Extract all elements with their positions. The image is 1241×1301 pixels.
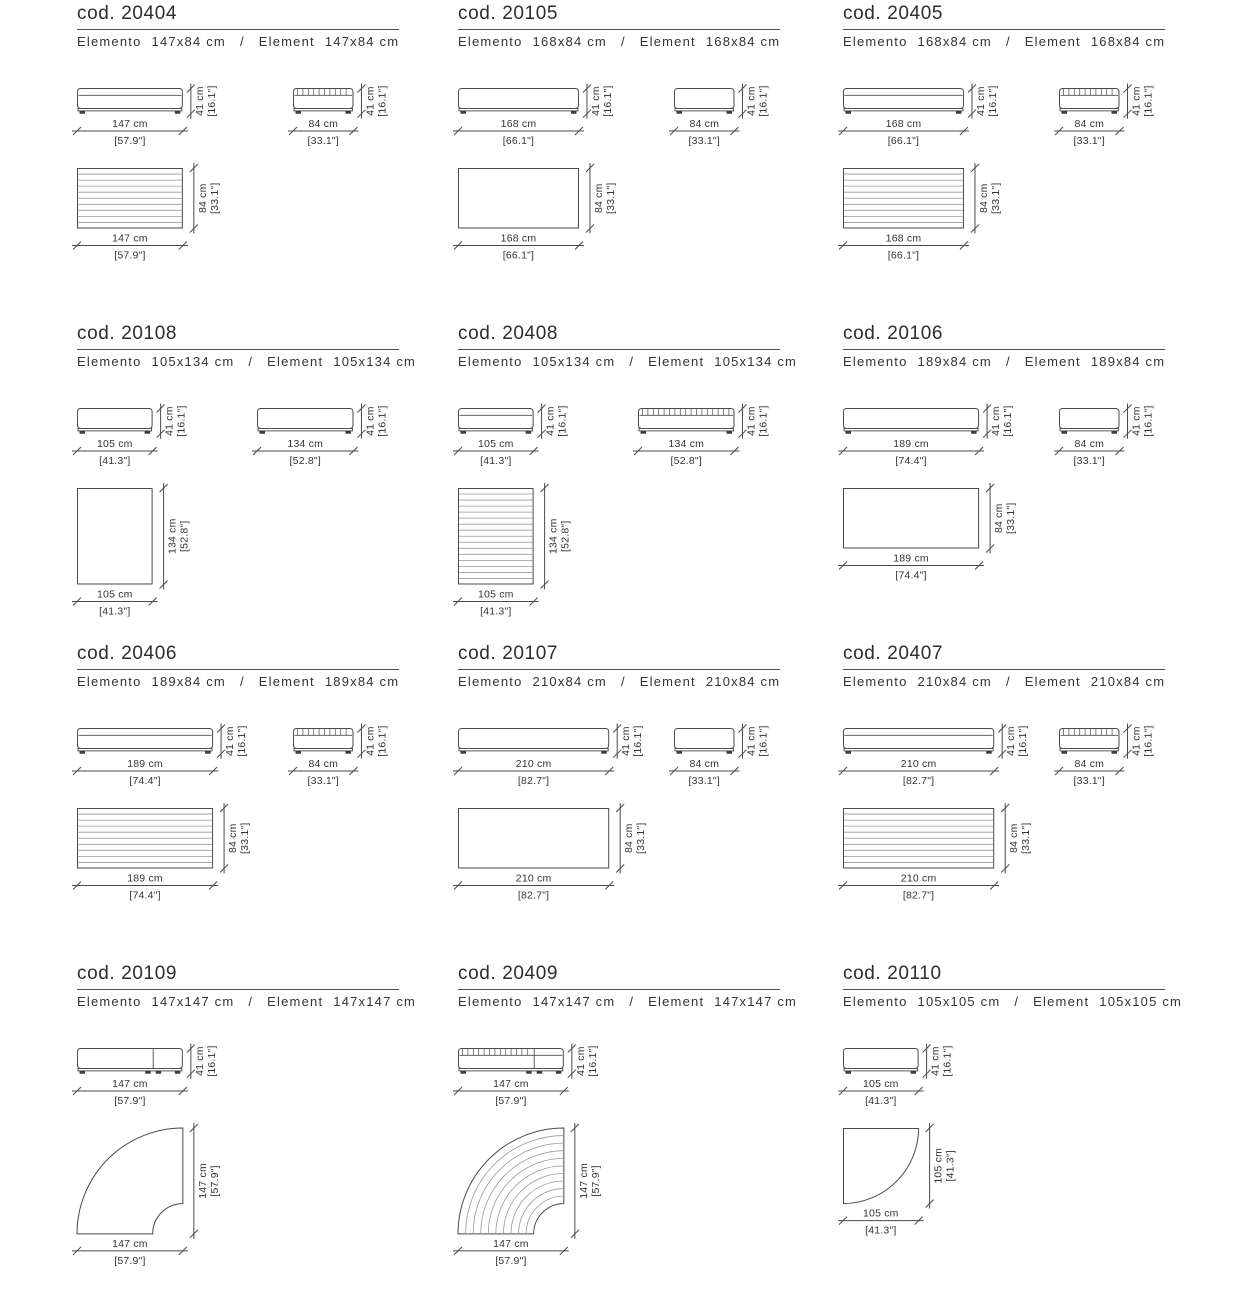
- svg-text:[16.1"]: [16.1"]: [236, 725, 249, 757]
- element-size-en: 105x134 cm: [333, 354, 417, 369]
- technical-views: [843, 726, 1165, 962]
- front-view-drawing: [77, 726, 260, 798]
- technical-views: [77, 726, 399, 962]
- element-size-en: 210x84 cm: [1090, 674, 1166, 689]
- spec-cell: [843, 962, 1222, 1282]
- title-rule: [77, 989, 399, 990]
- element-size-it: 147x84 cm: [151, 34, 226, 49]
- product-subtitle: [458, 34, 843, 49]
- svg-text:105 cm: 105 cm: [96, 588, 133, 601]
- spec-cell: [843, 2, 1222, 322]
- top-view-drawing: [843, 808, 1043, 905]
- svg-text:41 cm: 41 cm: [1005, 726, 1018, 756]
- title-rule: [843, 669, 1165, 670]
- spec-cell: [458, 2, 843, 322]
- top-view-drawing: [458, 168, 627, 265]
- svg-text:[41.3"]: [41.3"]: [944, 1150, 957, 1182]
- product-subtitle: [458, 674, 843, 689]
- svg-text:105 cm: 105 cm: [862, 1207, 899, 1220]
- svg-text:[16.1"]: [16.1"]: [1141, 405, 1154, 437]
- subtitle-divider: /: [248, 994, 254, 1009]
- svg-text:41 cm: 41 cm: [1129, 726, 1142, 756]
- element-label-it: Elemento: [843, 354, 908, 369]
- svg-text:[57.9"]: [57.9"]: [589, 1165, 602, 1197]
- top-view-drawing: [458, 1128, 612, 1270]
- svg-text:41 cm: 41 cm: [589, 86, 602, 116]
- svg-text:105 cm: 105 cm: [96, 438, 133, 450]
- element-label-it: Elemento: [458, 354, 523, 369]
- product-subtitle: [843, 34, 1222, 49]
- title-rule: [77, 349, 399, 350]
- product-subtitle: [843, 354, 1222, 369]
- svg-text:[57.9"]: [57.9"]: [114, 135, 146, 147]
- spec-cell: [843, 322, 1222, 642]
- front-view-drawing: [843, 86, 1010, 158]
- svg-text:[33.1"]: [33.1"]: [239, 822, 252, 854]
- spec-cell: [77, 962, 458, 1282]
- svg-text:[16.1"]: [16.1"]: [375, 85, 388, 117]
- title-rule: [843, 29, 1165, 30]
- product-subtitle: [458, 994, 843, 1009]
- svg-text:41 cm: 41 cm: [544, 406, 557, 436]
- title-rule: [458, 29, 780, 30]
- subtitle-divider: /: [1005, 354, 1011, 369]
- element-label-en: Element: [648, 354, 705, 369]
- side-view-drawing: [674, 86, 781, 158]
- front-view-drawing: [843, 726, 1041, 798]
- subtitle-divider: /: [620, 34, 626, 49]
- product-code: cod. 20409: [458, 963, 559, 984]
- product-code: cod. 20105: [458, 3, 559, 24]
- side-view-drawing: [1059, 86, 1166, 158]
- technical-views: [458, 1046, 780, 1282]
- element-size-en: 189x84 cm: [1090, 354, 1166, 369]
- svg-text:[33.1"]: [33.1"]: [307, 775, 339, 787]
- svg-text:[16.1"]: [16.1"]: [375, 405, 388, 437]
- svg-text:147 cm: 147 cm: [196, 1163, 209, 1199]
- svg-text:41 cm: 41 cm: [163, 406, 176, 436]
- side-view-drawing: [1059, 406, 1166, 478]
- svg-text:84 cm: 84 cm: [307, 758, 338, 770]
- element-size-it: 105x105 cm: [917, 994, 1001, 1009]
- element-size-en: 147x147 cm: [714, 994, 798, 1009]
- svg-text:41 cm: 41 cm: [990, 406, 1003, 436]
- element-label-en: Element: [1024, 674, 1081, 689]
- spec-cell: [458, 322, 843, 642]
- svg-text:105 cm: 105 cm: [477, 588, 514, 601]
- svg-text:[16.1"]: [16.1"]: [756, 85, 769, 117]
- spec-cell: [77, 642, 458, 962]
- svg-text:[57.9"]: [57.9"]: [114, 1254, 146, 1267]
- element-label-it: Elemento: [77, 674, 142, 689]
- side-view-drawing: [293, 726, 400, 798]
- svg-text:41 cm: 41 cm: [929, 1046, 942, 1076]
- svg-text:41 cm: 41 cm: [744, 406, 757, 436]
- element-size-it: 147x147 cm: [532, 994, 616, 1009]
- svg-text:[74.4"]: [74.4"]: [129, 775, 161, 787]
- top-view-drawing: [458, 488, 582, 621]
- svg-text:41 cm: 41 cm: [193, 1046, 206, 1076]
- top-view-drawing: [77, 1128, 231, 1270]
- svg-text:[66.1"]: [66.1"]: [887, 249, 920, 262]
- svg-text:84 cm: 84 cm: [1073, 118, 1104, 130]
- svg-text:[82.7"]: [82.7"]: [517, 775, 550, 787]
- element-label-en: Element: [258, 34, 315, 49]
- product-code: cod. 20408: [458, 323, 559, 344]
- front-view-drawing: [843, 406, 1026, 478]
- svg-text:[57.9"]: [57.9"]: [114, 1095, 146, 1107]
- title-rule: [458, 669, 780, 670]
- element-label-it: Elemento: [77, 354, 142, 369]
- element-label-it: Elemento: [843, 994, 908, 1009]
- svg-text:147 cm: 147 cm: [493, 1078, 529, 1090]
- spec-cell: [458, 642, 843, 962]
- svg-text:[57.9"]: [57.9"]: [208, 1165, 221, 1197]
- svg-text:189 cm: 189 cm: [127, 872, 163, 885]
- product-code: cod. 20405: [843, 3, 944, 24]
- svg-text:[16.1"]: [16.1"]: [941, 1045, 954, 1077]
- side-view-drawing: [293, 86, 400, 158]
- title-rule: [843, 349, 1165, 350]
- element-label-en: Element: [639, 674, 696, 689]
- svg-text:147 cm: 147 cm: [112, 1078, 148, 1090]
- subtitle-divider: /: [1005, 674, 1011, 689]
- svg-text:[16.1"]: [16.1"]: [205, 85, 218, 117]
- svg-text:[16.1"]: [16.1"]: [1141, 725, 1154, 757]
- title-rule: [458, 989, 780, 990]
- svg-text:[41.3"]: [41.3"]: [99, 605, 131, 618]
- top-view-drawing: [843, 1128, 967, 1240]
- element-size-it: 168x84 cm: [532, 34, 607, 49]
- svg-text:147 cm: 147 cm: [577, 1163, 590, 1199]
- spec-grid: [77, 2, 1241, 1282]
- subtitle-divider: /: [620, 674, 626, 689]
- element-size-en: 189x84 cm: [324, 674, 400, 689]
- svg-text:[74.4"]: [74.4"]: [895, 455, 927, 467]
- svg-text:41 cm: 41 cm: [363, 406, 376, 436]
- element-size-en: 105x105 cm: [1099, 994, 1183, 1009]
- svg-text:[82.7"]: [82.7"]: [902, 889, 935, 902]
- svg-text:[74.4"]: [74.4"]: [895, 569, 927, 582]
- svg-text:134 cm: 134 cm: [667, 438, 704, 450]
- svg-text:41 cm: 41 cm: [363, 86, 376, 116]
- product-subtitle: [458, 354, 843, 369]
- svg-text:[66.1"]: [66.1"]: [502, 135, 535, 147]
- svg-text:84 cm: 84 cm: [1073, 758, 1104, 770]
- svg-text:147 cm: 147 cm: [112, 1237, 148, 1250]
- svg-text:189 cm: 189 cm: [893, 552, 929, 565]
- svg-text:[33.1"]: [33.1"]: [1005, 502, 1018, 534]
- side-view-drawing: [1059, 726, 1166, 798]
- element-size-it: 105x134 cm: [151, 354, 235, 369]
- front-view-drawing: [77, 406, 199, 478]
- product-subtitle: [843, 674, 1222, 689]
- svg-text:[82.7"]: [82.7"]: [517, 889, 550, 902]
- svg-text:[41.3"]: [41.3"]: [480, 605, 512, 618]
- svg-text:84 cm: 84 cm: [227, 823, 240, 854]
- svg-text:41 cm: 41 cm: [744, 726, 757, 756]
- svg-text:[33.1"]: [33.1"]: [635, 822, 648, 854]
- svg-text:84 cm: 84 cm: [592, 183, 605, 214]
- element-label-en: Element: [267, 994, 324, 1009]
- element-size-en: 168x84 cm: [1090, 34, 1166, 49]
- side-view-drawing: [638, 406, 781, 478]
- svg-text:[16.1"]: [16.1"]: [1017, 725, 1030, 757]
- svg-text:[16.1"]: [16.1"]: [1141, 85, 1154, 117]
- element-size-it: 105x134 cm: [532, 354, 616, 369]
- svg-text:41 cm: 41 cm: [1129, 406, 1142, 436]
- technical-views: [458, 406, 780, 642]
- svg-text:105 cm: 105 cm: [932, 1147, 945, 1184]
- svg-text:[74.4"]: [74.4"]: [129, 889, 161, 902]
- svg-text:168 cm: 168 cm: [885, 232, 922, 245]
- svg-text:[16.1"]: [16.1"]: [556, 405, 569, 437]
- top-view-drawing: [77, 168, 231, 265]
- svg-text:210 cm: 210 cm: [515, 758, 552, 770]
- svg-text:[33.1"]: [33.1"]: [989, 182, 1002, 214]
- product-code: cod. 20407: [843, 643, 944, 664]
- top-view-drawing: [843, 488, 1028, 585]
- subtitle-divider: /: [248, 354, 254, 369]
- svg-text:[41.3"]: [41.3"]: [99, 455, 131, 467]
- element-label-en: Element: [648, 994, 705, 1009]
- svg-text:41 cm: 41 cm: [574, 1046, 587, 1076]
- front-view-drawing: [458, 406, 580, 478]
- svg-text:[41.3"]: [41.3"]: [865, 1095, 897, 1107]
- svg-text:[52.8"]: [52.8"]: [559, 520, 572, 552]
- svg-text:41 cm: 41 cm: [193, 86, 206, 116]
- svg-text:84 cm: 84 cm: [977, 183, 990, 214]
- svg-text:[33.1"]: [33.1"]: [688, 135, 720, 147]
- element-label-it: Elemento: [843, 674, 908, 689]
- side-view-drawing: [674, 726, 781, 798]
- element-label-en: Element: [639, 34, 696, 49]
- technical-views: [843, 1046, 1165, 1282]
- front-view-drawing: [77, 86, 229, 158]
- svg-text:134 cm: 134 cm: [547, 518, 560, 555]
- svg-text:84 cm: 84 cm: [688, 118, 719, 130]
- svg-text:[33.1"]: [33.1"]: [307, 135, 339, 147]
- svg-text:[16.1"]: [16.1"]: [586, 1045, 599, 1077]
- element-size-en: 105x134 cm: [714, 354, 798, 369]
- svg-text:168 cm: 168 cm: [500, 118, 537, 130]
- element-label-it: Elemento: [843, 34, 908, 49]
- subtitle-divider: /: [239, 674, 245, 689]
- top-view-drawing: [458, 808, 658, 905]
- front-view-drawing: [458, 726, 656, 798]
- technical-views: [77, 1046, 399, 1282]
- technical-views: [843, 86, 1165, 322]
- svg-text:[16.1"]: [16.1"]: [1002, 405, 1015, 437]
- product-subtitle: [77, 354, 458, 369]
- front-view-drawing: [458, 1046, 610, 1118]
- svg-text:84 cm: 84 cm: [1073, 438, 1104, 450]
- product-code: cod. 20406: [77, 643, 178, 664]
- svg-text:[57.9"]: [57.9"]: [495, 1095, 527, 1107]
- svg-text:[33.1"]: [33.1"]: [208, 182, 221, 214]
- subtitle-divider: /: [629, 994, 635, 1009]
- svg-text:[52.8"]: [52.8"]: [289, 455, 321, 467]
- title-rule: [843, 989, 1165, 990]
- svg-text:41 cm: 41 cm: [744, 86, 757, 116]
- svg-text:[52.8"]: [52.8"]: [670, 455, 702, 467]
- svg-text:[33.1"]: [33.1"]: [1020, 822, 1033, 854]
- svg-text:[16.1"]: [16.1"]: [375, 725, 388, 757]
- front-view-drawing: [843, 1046, 965, 1118]
- subtitle-divider: /: [1014, 994, 1020, 1009]
- element-size-en: 210x84 cm: [705, 674, 781, 689]
- svg-text:[16.1"]: [16.1"]: [601, 85, 614, 117]
- element-size-it: 210x84 cm: [532, 674, 607, 689]
- svg-text:[33.1"]: [33.1"]: [604, 182, 617, 214]
- product-code: cod. 20109: [77, 963, 178, 984]
- svg-text:134 cm: 134 cm: [286, 438, 323, 450]
- element-label-en: Element: [267, 354, 324, 369]
- svg-text:[82.7"]: [82.7"]: [902, 775, 935, 787]
- spec-cell: [458, 962, 843, 1282]
- element-label-en: Element: [1033, 994, 1090, 1009]
- svg-text:[33.1"]: [33.1"]: [1073, 135, 1105, 147]
- product-code: cod. 20106: [843, 323, 944, 344]
- svg-text:[52.8"]: [52.8"]: [178, 520, 191, 552]
- svg-text:105 cm: 105 cm: [862, 1078, 899, 1090]
- spec-cell: [843, 642, 1222, 962]
- subtitle-divider: /: [1005, 34, 1011, 49]
- title-rule: [77, 29, 399, 30]
- svg-text:84 cm: 84 cm: [307, 118, 338, 130]
- svg-text:84 cm: 84 cm: [623, 823, 636, 854]
- svg-text:[66.1"]: [66.1"]: [502, 249, 535, 262]
- svg-text:[57.9"]: [57.9"]: [495, 1254, 527, 1267]
- element-label-en: Element: [1024, 354, 1081, 369]
- element-label-it: Elemento: [458, 994, 523, 1009]
- svg-text:147 cm: 147 cm: [112, 118, 148, 130]
- svg-text:84 cm: 84 cm: [993, 503, 1006, 534]
- svg-text:41 cm: 41 cm: [363, 726, 376, 756]
- svg-text:41 cm: 41 cm: [974, 86, 987, 116]
- top-view-drawing: [77, 488, 201, 621]
- svg-text:105 cm: 105 cm: [477, 438, 514, 450]
- product-code: cod. 20107: [458, 643, 559, 664]
- svg-text:210 cm: 210 cm: [900, 758, 937, 770]
- svg-text:189 cm: 189 cm: [893, 438, 929, 450]
- product-subtitle: [77, 994, 458, 1009]
- svg-text:41 cm: 41 cm: [1129, 86, 1142, 116]
- svg-text:134 cm: 134 cm: [166, 518, 179, 555]
- element-label-it: Elemento: [458, 34, 523, 49]
- product-code: cod. 20108: [77, 323, 178, 344]
- title-rule: [458, 349, 780, 350]
- product-subtitle: [77, 34, 458, 49]
- element-size-en: 168x84 cm: [705, 34, 781, 49]
- front-view-drawing: [77, 1046, 229, 1118]
- product-code: cod. 20404: [77, 3, 178, 24]
- svg-text:189 cm: 189 cm: [127, 758, 163, 770]
- svg-text:[33.1"]: [33.1"]: [688, 775, 720, 787]
- top-view-drawing: [843, 168, 1012, 265]
- technical-views: [843, 406, 1165, 642]
- technical-views: [458, 726, 780, 962]
- svg-text:210 cm: 210 cm: [515, 872, 552, 885]
- svg-text:[41.3"]: [41.3"]: [480, 455, 512, 467]
- svg-text:147 cm: 147 cm: [493, 1237, 529, 1250]
- side-view-drawing: [257, 406, 400, 478]
- svg-text:210 cm: 210 cm: [900, 872, 937, 885]
- element-size-it: 189x84 cm: [151, 674, 226, 689]
- element-label-it: Elemento: [77, 34, 142, 49]
- element-label-it: Elemento: [458, 674, 523, 689]
- svg-text:[16.1"]: [16.1"]: [986, 85, 999, 117]
- element-label-en: Element: [1024, 34, 1081, 49]
- element-size-en: 147x84 cm: [324, 34, 400, 49]
- svg-text:[16.1"]: [16.1"]: [205, 1045, 218, 1077]
- svg-text:[33.1"]: [33.1"]: [1073, 455, 1105, 467]
- element-size-it: 189x84 cm: [917, 354, 992, 369]
- svg-text:[41.3"]: [41.3"]: [865, 1224, 897, 1237]
- product-code: cod. 20110: [843, 963, 942, 984]
- svg-text:[16.1"]: [16.1"]: [756, 405, 769, 437]
- svg-text:84 cm: 84 cm: [196, 183, 209, 214]
- svg-text:[33.1"]: [33.1"]: [1073, 775, 1105, 787]
- technical-views: [77, 406, 399, 642]
- svg-text:41 cm: 41 cm: [224, 726, 237, 756]
- technical-views: [458, 86, 780, 322]
- product-subtitle: [77, 674, 458, 689]
- spec-cell: [77, 2, 458, 322]
- technical-views: [77, 86, 399, 322]
- title-rule: [77, 669, 399, 670]
- svg-text:147 cm: 147 cm: [112, 232, 148, 245]
- spec-cell: [77, 322, 458, 642]
- svg-text:84 cm: 84 cm: [1008, 823, 1021, 854]
- element-label-it: Elemento: [77, 994, 142, 1009]
- svg-text:84 cm: 84 cm: [688, 758, 719, 770]
- product-subtitle: [843, 994, 1222, 1009]
- element-size-it: 210x84 cm: [917, 674, 992, 689]
- element-size-en: 147x147 cm: [333, 994, 417, 1009]
- front-view-drawing: [458, 86, 625, 158]
- element-label-en: Element: [258, 674, 315, 689]
- svg-text:[16.1"]: [16.1"]: [632, 725, 645, 757]
- svg-text:[16.1"]: [16.1"]: [756, 725, 769, 757]
- svg-text:[57.9"]: [57.9"]: [114, 249, 146, 262]
- subtitle-divider: /: [629, 354, 635, 369]
- svg-text:[16.1"]: [16.1"]: [175, 405, 188, 437]
- svg-text:168 cm: 168 cm: [500, 232, 537, 245]
- subtitle-divider: /: [239, 34, 245, 49]
- element-size-it: 147x147 cm: [151, 994, 235, 1009]
- svg-text:168 cm: 168 cm: [885, 118, 922, 130]
- svg-text:[66.1"]: [66.1"]: [887, 135, 920, 147]
- element-size-it: 168x84 cm: [917, 34, 992, 49]
- svg-text:41 cm: 41 cm: [620, 726, 633, 756]
- top-view-drawing: [77, 808, 262, 905]
